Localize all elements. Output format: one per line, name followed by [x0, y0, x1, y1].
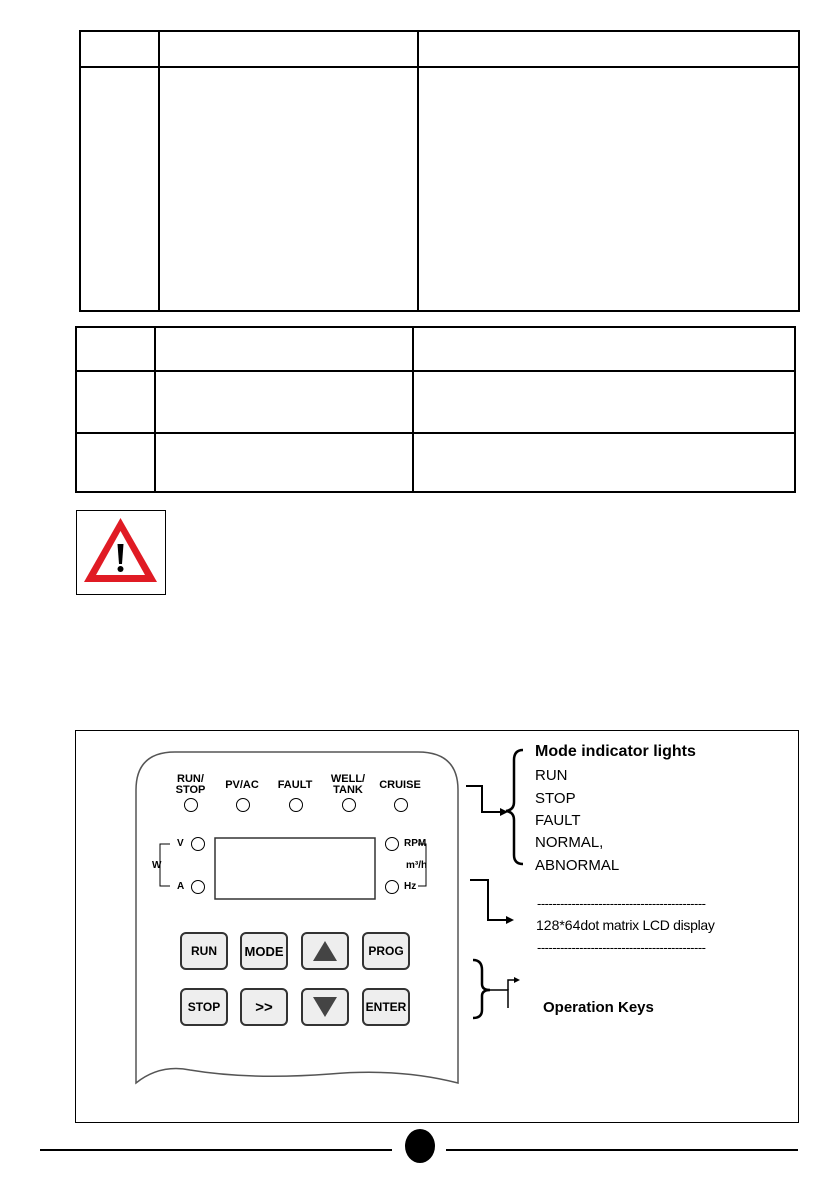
- unit-m3h-label: m³/h: [406, 860, 428, 871]
- indicator-fault-label: FAULT: [277, 779, 313, 791]
- pv-ac-led: [236, 798, 250, 812]
- mode-item-run: RUN: [535, 767, 568, 784]
- up-arrow-icon: [312, 940, 338, 962]
- top-table-header-divider: [79, 66, 800, 68]
- operation-keys-label: Operation Keys: [543, 999, 654, 1016]
- prog-key[interactable]: PROG: [362, 932, 410, 970]
- unit-w-label: W: [152, 860, 162, 871]
- page-number-badge: [405, 1129, 435, 1163]
- indicator-run-stop-label: RUN/ STOP: [175, 773, 206, 796]
- shift-key[interactable]: >>: [240, 988, 288, 1026]
- mode-indicator-title: Mode indicator lights: [535, 743, 696, 760]
- top-table: [79, 30, 800, 312]
- footer-line-left: [40, 1149, 392, 1151]
- mode-key[interactable]: MODE: [240, 932, 288, 970]
- indicator-well-tank-label: WELL/ TANK: [330, 773, 366, 796]
- down-arrow-icon: [312, 996, 338, 1018]
- top-table-col-divider-2: [417, 30, 419, 312]
- second-table-row-divider-1: [75, 370, 796, 372]
- unit-rpm-label: RPM: [404, 838, 427, 849]
- rpm-led: [385, 837, 399, 851]
- lcd-text: dot matrix LCD display: [580, 917, 715, 933]
- lcd-dashes-bottom: --------------------------------------------: [537, 940, 706, 955]
- mode-item-abnormal: ABNORMAL: [535, 857, 620, 874]
- cruise-led: [394, 798, 408, 812]
- second-table-row-divider-2: [75, 432, 796, 434]
- second-table-col-divider-2: [412, 326, 414, 493]
- unit-v-label: V: [177, 838, 184, 849]
- stop-key[interactable]: STOP: [180, 988, 228, 1026]
- indicator-pv-ac-label: PV/AC: [225, 779, 259, 791]
- mode-item-stop: STOP: [535, 790, 576, 807]
- unit-hz-label: Hz: [404, 881, 417, 892]
- down-key[interactable]: [301, 988, 349, 1026]
- lcd-description: [536, 917, 715, 933]
- fault-led: [289, 798, 303, 812]
- run-key[interactable]: RUN: [180, 932, 228, 970]
- second-table-col-divider-1: [154, 326, 156, 493]
- unit-a-label: A: [177, 881, 185, 892]
- lcd-dashes-top: --------------------------------------------: [537, 896, 706, 911]
- mode-item-normal: NORMAL,: [535, 834, 604, 851]
- lcd-prefix: 128*64: [536, 917, 581, 933]
- warning-icon-frame: [76, 510, 166, 595]
- footer-line-right: [446, 1149, 798, 1151]
- run-stop-led: [184, 798, 198, 812]
- indicator-cruise-label: CRUISE: [379, 779, 421, 791]
- well-tank-led: [342, 798, 356, 812]
- second-table: [75, 326, 796, 493]
- mode-item-fault: FAULT: [535, 812, 581, 829]
- warning-triangle-icon: [77, 511, 164, 593]
- a-led: [191, 880, 205, 894]
- hz-led: [385, 880, 399, 894]
- top-table-col-divider-1: [158, 30, 160, 312]
- up-key[interactable]: [301, 932, 349, 970]
- v-led: [191, 837, 205, 851]
- enter-key[interactable]: ENTER: [362, 988, 410, 1026]
